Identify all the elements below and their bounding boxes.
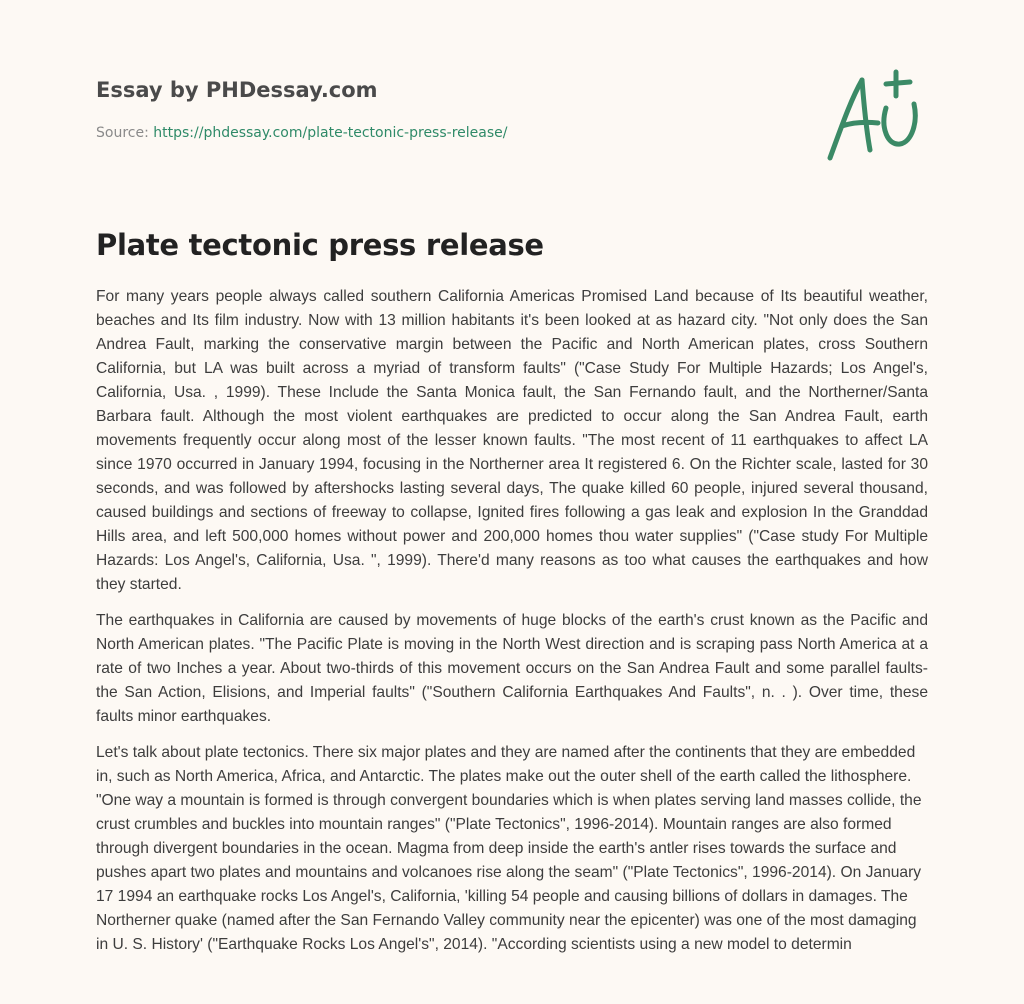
- page-header: [96, 76, 796, 142]
- source-line: [96, 124, 796, 142]
- source-link[interactable]: https://phdessay.com/plate-tectonic-press-release/: [153, 125, 508, 141]
- source-label: Source:: [96, 125, 149, 141]
- paragraph: Let's talk about plate tectonics. There six major plates and they are named after the continents that they are embedded in, such as North America, Africa, and Antarctic. The plates make out the outer shell of the earth called the lithosphere. "One way a mountain is formed is through convergent boundaries which is when plates serving land masses collide, the crust crumbles and buckles into mountain ranges" ("Plate Tectonics", 1996-2014). Mountain ranges are also formed through divergent boundaries in the ocean. Magma from deep inside the earth's antler rises towards the surface and pushes apart two plates and mountains and volcanoes rise along the seam" ("Plate Tectonics", 1996-2014). On January 17 1994 an earthquake rocks Los Angel's, California, 'killing 54 people and causing billions of dollars in damages. The Northerner quake (named after the San Fernando Valley community near the epicenter) was one of the most damaging in U. S. History' ("Earthquake Rocks Los Angel's", 2014). "According scientists using a new model to determin: [96, 744, 922, 953]
- site-title: Essay by PHDessay.com: [96, 78, 378, 102]
- page-title: Plate tectonic press release: [96, 228, 544, 262]
- a-plus-grade-icon: [820, 66, 930, 166]
- paragraph: The earthquakes in California are caused by movements of huge blocks of the earth's crust known as the Pacific and North American plates. "The Pacific Plate is moving in the North West direction and is scraping pass North America at a rate of two Inches a year. About two-thirds of this movement occurs on the San Andrea Fault and some parallel faults- the San Action, Elisions, and Imperial faults" ("Southern California Earthquakes And Faults", n. . ). Over time, these faults minor earthquakes.: [96, 612, 928, 725]
- paragraph: For many years people always called southern California Americas Promised Land because of Its beautiful weather, beaches and Its film industry. Now with 13 million habitants it's been looked at as hazard city. "Not only does the San Andrea Fault, marking the conservative margin between the Pacific and North American plates, cross Southern California, but LA was built across a myriad of transform faults" ("Case Study For Multiple Hazards; Los Angel's, California, Usa. , 1999). These Include the Santa Monica fault, the San Fernando fault, and the Northerner/Santa Barbara fault. Although the most violent earthquakes are predicted to occur along the San Andrea Fault, earth movements frequently occur along most of the lesser known faults. "The most recent of 11 earthquakes to affect LA since 1970 occurred in January 1994, focusing in the Northerner area It registered 6. On the Richter scale, lasted for 30 seconds, and was followed by aftershocks lasting several days, The quake killed 60 people, injured several thousand, caused buildings and sections of freeway to collapse, Ignited fires following a gas leak and explosion In the Granddad Hills area, and left 500,000 homes without power and 200,000 homes thou water supplies" ("Case study For Multiple Hazards: Los Angel's, California, Usa. ", 1999). There'd many reasons as too what causes the earthquakes and how they started.: [96, 288, 928, 593]
- article-body: [96, 285, 928, 969]
